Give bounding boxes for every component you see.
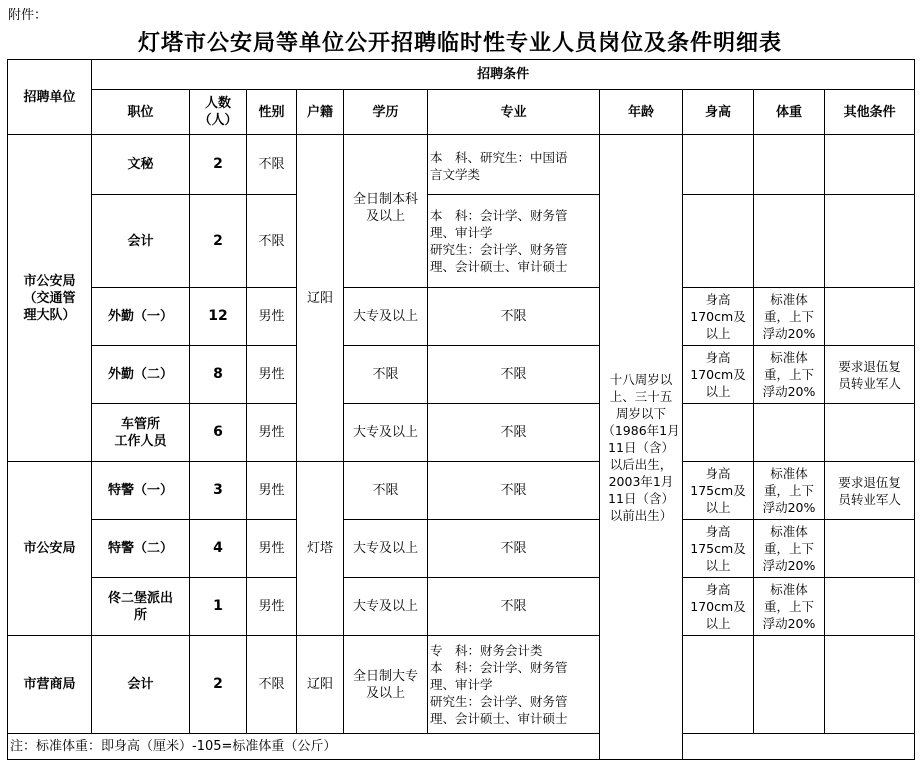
- table-row: [8, 288, 915, 346]
- gender-cell: 不限: [247, 135, 297, 195]
- header-position: 职位: [92, 90, 190, 135]
- major-cell: 专 科：财务会计类 本 科：会计学、财务管 理、审计学 研究生：会计学、财务管 理、会计硕士、审计硕士: [428, 636, 600, 734]
- height-cell: 身高 175cm及 以上: [683, 520, 754, 578]
- count-cell: 1: [190, 578, 247, 636]
- education-cell: 大专及以上: [344, 288, 428, 346]
- height-cell: 身高 170cm及 以上: [683, 578, 754, 636]
- count-cell: 8: [190, 346, 247, 404]
- height-cell: 身高 175cm及 以上: [683, 462, 754, 520]
- header-education: 学历: [344, 90, 428, 135]
- position-cell: 特警（一）: [92, 462, 190, 520]
- height-cell: 身高 170cm及 以上: [683, 288, 754, 346]
- table-row: [8, 636, 915, 734]
- major-cell: 本 科、研究生：中国语 言文学类: [428, 135, 600, 195]
- table-row: [8, 195, 915, 288]
- weight-cell: 标准体 重，上下 浮动20%: [754, 520, 825, 578]
- count-cell: 2: [190, 195, 247, 288]
- education-cell: 大专及以上: [344, 578, 428, 636]
- weight-cell: 标准体 重，上下 浮动20%: [754, 346, 825, 404]
- major-cell: 不限: [428, 578, 600, 636]
- hukou-cell: 灯塔: [297, 462, 344, 636]
- other-cell: [825, 404, 915, 462]
- table-row: [8, 462, 915, 520]
- unit-business: 市营商局: [8, 636, 92, 734]
- other-cell: [825, 636, 915, 734]
- footnote: 注：标准体重：即身高（厘米）-105=标准体重（公斤）: [8, 734, 915, 760]
- header-hukou: 户籍: [297, 90, 344, 135]
- weight-cell: [754, 404, 825, 462]
- header-height: 身高: [683, 90, 754, 135]
- position-cell: 外勤（二）: [92, 346, 190, 404]
- other-cell: [825, 195, 915, 288]
- position-cell: 车管所 工作人员: [92, 404, 190, 462]
- height-cell: [683, 135, 754, 195]
- position-cell: 会计: [92, 636, 190, 734]
- count-cell: 12: [190, 288, 247, 346]
- gender-cell: 男性: [247, 346, 297, 404]
- weight-cell: [754, 135, 825, 195]
- position-cell: 外勤（一）: [92, 288, 190, 346]
- major-cell: 不限: [428, 346, 600, 404]
- page-title: 灯塔市公安局等单位公开招聘临时性专业人员岗位及条件明细表: [137, 30, 782, 56]
- weight-cell: [754, 636, 825, 734]
- gender-cell: 男性: [247, 462, 297, 520]
- table-row: [8, 404, 915, 462]
- header-count: 人数 （人）: [190, 90, 247, 135]
- header-row: [8, 90, 915, 135]
- other-cell: [825, 288, 915, 346]
- education-cell: 全日制大专 及以上: [344, 636, 428, 734]
- gender-cell: 男性: [247, 288, 297, 346]
- header-major: 专业: [428, 90, 600, 135]
- count-cell: 2: [190, 636, 247, 734]
- attachment-label: 附件：: [8, 8, 48, 23]
- education-cell: 全日制本科 及以上: [344, 135, 428, 288]
- header-gender: 性别: [247, 90, 297, 135]
- other-cell: [825, 135, 915, 195]
- table-row: [8, 135, 915, 195]
- gender-cell: 不限: [247, 636, 297, 734]
- header-weight: 体重: [754, 90, 825, 135]
- positions-table: [7, 59, 915, 760]
- other-cell: 要求退伍复 员转业军人: [825, 346, 915, 404]
- weight-cell: 标准体 重，上下 浮动20%: [754, 462, 825, 520]
- header-age: 年龄: [600, 90, 683, 135]
- header-other: 其他条件: [825, 90, 915, 135]
- unit-police: 市公安局: [8, 462, 92, 636]
- education-cell: 不限: [344, 346, 428, 404]
- height-cell: [683, 195, 754, 288]
- hukou-cell: 辽阳: [297, 135, 344, 462]
- major-cell: 不限: [428, 404, 600, 462]
- weight-cell: [754, 195, 825, 288]
- table-row: [8, 578, 915, 636]
- other-cell: 要求退伍复 员转业军人: [825, 462, 915, 520]
- age-cell: 十八周岁以 上、三十五 周岁以下 （1986年1月 11日（含） 以后出生， 2003年1月 11日（含） 以前出生）: [600, 135, 683, 760]
- weight-cell: 标准体 重，上下 浮动20%: [754, 578, 825, 636]
- gender-cell: 不限: [247, 195, 297, 288]
- major-cell: 不限: [428, 462, 600, 520]
- position-cell: 会计: [92, 195, 190, 288]
- header-conditions: 招聘条件: [92, 60, 915, 90]
- header-unit: 招聘单位: [8, 60, 92, 135]
- unit-traffic: 市公安局 （交通管 理大队）: [8, 135, 92, 462]
- position-cell: 佟二堡派出 所: [92, 578, 190, 636]
- education-cell: 不限: [344, 462, 428, 520]
- other-cell: [825, 578, 915, 636]
- height-cell: 身高 170cm及 以上: [683, 346, 754, 404]
- position-cell: 文秘: [92, 135, 190, 195]
- education-cell: 大专及以上: [344, 404, 428, 462]
- count-cell: 6: [190, 404, 247, 462]
- major-cell: 不限: [428, 520, 600, 578]
- table-row: [8, 346, 915, 404]
- major-cell: 不限: [428, 288, 600, 346]
- height-cell: [683, 636, 754, 734]
- height-cell: [683, 404, 754, 462]
- table-row: [8, 520, 915, 578]
- count-cell: 4: [190, 520, 247, 578]
- gender-cell: 男性: [247, 520, 297, 578]
- weight-cell: 标准体 重，上下 浮动20%: [754, 288, 825, 346]
- gender-cell: 男性: [247, 578, 297, 636]
- gender-cell: 男性: [247, 404, 297, 462]
- major-cell: 本 科：会计学、财务管 理、审计学 研究生：会计学、财务管 理、会计硕士、审计硕士: [428, 195, 600, 288]
- education-cell: 大专及以上: [344, 520, 428, 578]
- hukou-cell: 辽阳: [297, 636, 344, 734]
- other-cell: [825, 520, 915, 578]
- count-cell: 2: [190, 135, 247, 195]
- position-cell: 特警（二）: [92, 520, 190, 578]
- count-cell: 3: [190, 462, 247, 520]
